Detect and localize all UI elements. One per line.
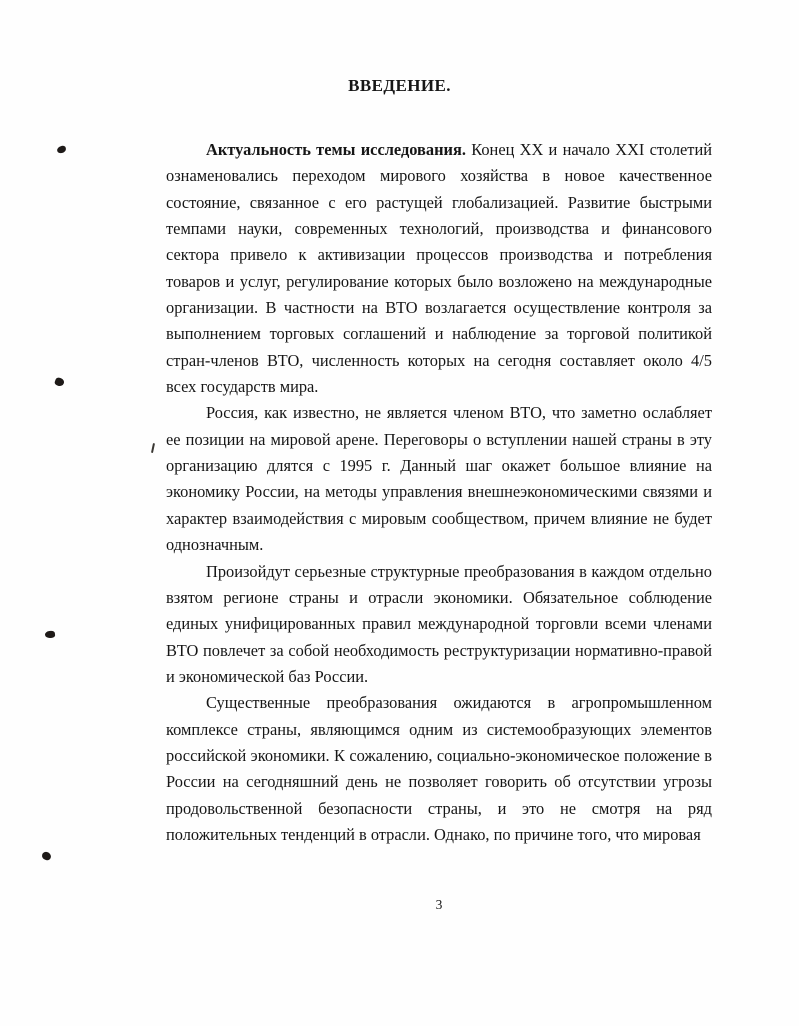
paragraph — [166, 400, 712, 558]
document-body — [166, 137, 712, 848]
ink-spot-artifact — [56, 145, 66, 154]
paragraph-text: Произойдут серьезные структурные преобразования в каждом отдельно взятом регионе страны и отрасли экономики. Обязательное соблюдение единых унифицированных правил международной торговли всеми членами ВТО повлечет за собой необходимость реструктуризации нормативно-правой и экономической баз России. — [166, 561, 712, 686]
paragraph — [166, 690, 712, 848]
paragraph — [166, 559, 712, 691]
stray-mark-artifact — [151, 443, 155, 453]
page-number: 3 — [435, 897, 443, 912]
page-title: ВВЕДЕНИЕ. — [348, 76, 451, 95]
paragraph-text: Конец XX и начало XXI столетий ознаменовались переходом мирового хозяйства в новое качественное состояние, связанное с его растущей глобализацией. Развитие быстрыми темпами науки, современных технологий, производства и финансового сектора привело к активизации процессов производства и потребления товаров и услуг, регулирование которых было возложено на международные организации. В частности на ВТО возлагается осуществление контроля за выполнением торговых соглашений и наблюдение за торговой политикой стран-членов ВТО, численность которых на сегодня составляет около 4/5 всех государств мира. — [166, 140, 713, 397]
paragraph-text: Существенные преобразования ожидаются в агропромышленном комплексе страны, являющимся одним из системообразующих элементов российской экономики. К сожалению, социально-экономическое положение в России на сегодняшний день не позволяет говорить об отсутствии угрозы продовольственной безопасности страны, и это не смотря на ряд положительных тенденций в отрасли. Однако, по причине того, что мировая — [166, 693, 712, 844]
ink-spot-artifact — [54, 377, 65, 388]
ink-spot-artifact — [45, 630, 56, 638]
paragraph — [166, 137, 712, 400]
paragraph-lead: Актуальность темы исследования. — [206, 140, 466, 159]
paragraph-text: Россия, как известно, не является членом ВТО, что заметно ослабляет ее позиции на мировой арене. Переговоры о вступлении нашей страны в эту организацию длятся с 1995 г. Данный шаг окажет большое влияние на экономику России, на методы управления внешнеэкономическими связями и характер взаимодействия с мировым сообществом, причем влияние не будет однозначным. — [166, 403, 712, 555]
ink-spot-artifact — [41, 851, 52, 861]
